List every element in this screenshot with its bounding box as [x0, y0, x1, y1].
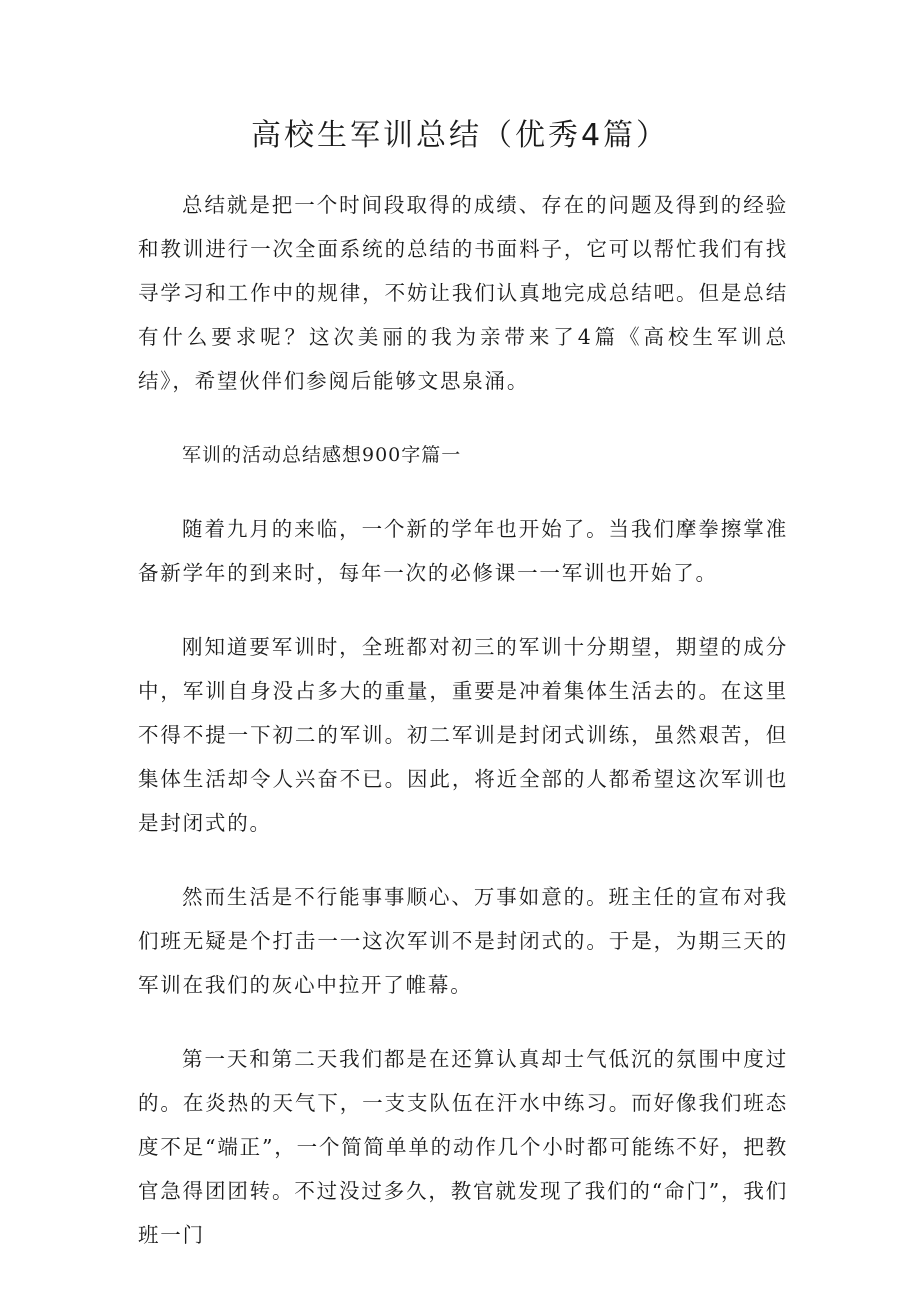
document-title: 高校生军训总结（优秀4篇） — [250, 118, 670, 153]
body-paragraph: 第一天和第二天我们都是在还算认真却士气低沉的氛围中度过的。在炎热的天气下，一支支队伍在汗水中练习。而好像我们班态度不足“端正”，一个简简单单的动作几个小时都可能练不好，把教官急得团团转。不过没过多久，教官就发现了我们的“命门”，我们班一门 — [138, 1047, 788, 1247]
body-paragraph: 随着九月的来临，一个新的学年也开始了。当我们摩拳擦掌准备新学年的到来时，每年一次的必修课一一军训也开始了。 — [138, 517, 788, 585]
body-paragraph: 然而生活是不行能事事顺心、万事如意的。班主任的宣布对我们班无疑是个打击一一这次军训不是封闭式的。于是，为期三天的军训在我们的灰心中拉开了帷幕。 — [138, 885, 788, 997]
section-heading: 军训的活动总结感想900字篇一 — [182, 444, 462, 466]
intro-paragraph: 总结就是把一个时间段取得的成绩、存在的问题及得到的经验和教训进行一次全面系统的总结的书面料子，它可以帮忙我们有找寻学习和工作中的规律，不妨让我们认真地完成总结吧。但是总结有什么要求呢？这次美丽的我为亲带来了4篇《高校生军训总结》，希望伙伴们参阅后能够文思泉涌。 — [138, 193, 788, 393]
body-paragraph: 刚知道要军训时，全班都对初三的军训十分期望，期望的成分中，军训自身没占多大的重量，重要是冲着集体生活去的。在这里不得不提一下初二的军训。初二军训是封闭式训练，虽然艰苦，但集体生活却令人兴奋不已。因此，将近全部的人都希望这次军训也是封闭式的。 — [138, 635, 788, 835]
document-body — [138, 183, 788, 1287]
